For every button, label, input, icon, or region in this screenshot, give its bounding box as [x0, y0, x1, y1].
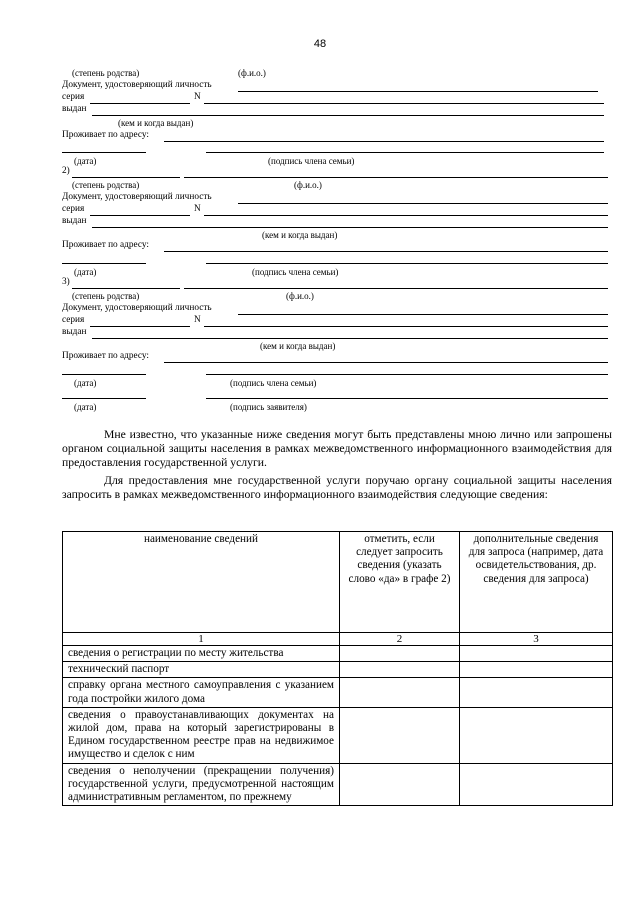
extra-info-cell[interactable]: [460, 646, 613, 662]
mark-cell[interactable]: [340, 646, 460, 662]
table-row: [63, 763, 613, 806]
address-field[interactable]: [164, 362, 608, 363]
date-field[interactable]: [62, 374, 146, 375]
document-field[interactable]: [238, 314, 608, 315]
item-number-2: 2): [62, 166, 70, 176]
number-label: N: [194, 92, 201, 102]
column-number: 2: [340, 633, 460, 646]
paragraph-text: Для предоставления мне государственной услуги поручаю органу социальной защиты населения запросить в рамках межведомственного информационного взаимодействия следующие сведения:: [62, 474, 612, 501]
number-field[interactable]: [204, 326, 608, 327]
issued-field[interactable]: [92, 115, 604, 116]
header-cell: отметить, если следует запросить сведения (указать слово «да» в графе 2): [340, 532, 460, 633]
extra-info-cell[interactable]: [460, 678, 613, 707]
member-signature-field[interactable]: [206, 263, 608, 264]
issued-label: выдан: [62, 327, 87, 337]
member-signature-caption: (подпись члена семьи): [252, 267, 339, 277]
member-signature-field[interactable]: [206, 152, 604, 153]
fio-caption: (ф.и.о.): [238, 68, 266, 78]
column-number: 3: [460, 633, 613, 646]
degree-field[interactable]: [72, 288, 180, 289]
number-label: N: [194, 204, 201, 214]
degree-caption: (степень родства): [72, 68, 140, 78]
applicant-signature-caption: (подпись заявителя): [230, 402, 307, 412]
consent-paragraph: [62, 428, 612, 470]
mark-cell[interactable]: [340, 662, 460, 678]
series-label: серия: [62, 92, 85, 102]
series-field[interactable]: [90, 215, 190, 216]
info-name-cell: сведения о правоустанавливающих документах на жилой дом, права на который зарегистрированы в Едином государственном реестре прав на недвижимое имущество и сделок с ним: [63, 707, 340, 763]
paragraph-text: Мне известно, что указанные ниже сведения могут быть представлены мною лично или запрошены органом социальной защиты населения в рамках межведомственного информационного взаимодействия для предоставления государственной услуги.: [62, 428, 612, 469]
column-number: 1: [63, 633, 340, 646]
mark-cell[interactable]: [340, 763, 460, 806]
member-signature-caption: (подпись члена семьи): [230, 378, 317, 388]
date-caption: (дата): [74, 378, 97, 388]
address-label: Проживает по адресу:: [62, 240, 150, 250]
fio-caption: (ф.и.о.): [294, 180, 322, 190]
address-label: Проживает по адресу:: [62, 130, 150, 140]
issued-caption: (кем и когда выдан): [260, 341, 336, 351]
document-field[interactable]: [238, 203, 608, 204]
series-field[interactable]: [90, 326, 190, 327]
header-cell: дополнительные сведения для запроса (например, дата освидетельствования, др. сведения для запроса): [460, 532, 613, 633]
mark-cell[interactable]: [340, 707, 460, 763]
fio-caption: (ф.и.о.): [286, 291, 314, 301]
date-caption: (дата): [74, 156, 97, 166]
table-row: [63, 662, 613, 678]
date-field[interactable]: [62, 263, 146, 264]
information-request-table: [62, 531, 613, 806]
member-signature-field[interactable]: [206, 374, 608, 375]
extra-info-cell[interactable]: [460, 763, 613, 806]
info-name-cell: справку органа местного самоуправления с указанием года постройки жилого дома: [63, 678, 340, 707]
address-label: Проживает по адресу:: [62, 351, 150, 361]
degree-field[interactable]: [72, 177, 180, 178]
table-header-row: [63, 532, 613, 633]
info-name-cell: технический паспорт: [63, 662, 340, 678]
issued-caption: (кем и когда выдан): [118, 118, 194, 128]
date-caption: (дата): [74, 267, 97, 277]
info-name-cell: сведения о неполучении (прекращении получения) государственной услуги, предусмотренной настоящим административным регламентом, по прежнему: [63, 763, 340, 806]
issued-label: выдан: [62, 216, 87, 226]
issued-caption: (кем и когда выдан): [262, 230, 338, 240]
extra-info-cell[interactable]: [460, 662, 613, 678]
column-number-row: [63, 633, 613, 646]
document-label: Документ, удостоверяющий личность: [62, 80, 212, 90]
mark-cell[interactable]: [340, 678, 460, 707]
issued-label: выдан: [62, 104, 87, 114]
date-caption: (дата): [74, 402, 97, 412]
table-row: [63, 646, 613, 662]
number-field[interactable]: [204, 103, 604, 104]
number-field[interactable]: [204, 215, 608, 216]
table-row: [63, 707, 613, 763]
document-label: Документ, удостоверяющий личность: [62, 303, 212, 313]
address-field[interactable]: [164, 141, 604, 142]
extra-info-cell[interactable]: [460, 707, 613, 763]
address-field[interactable]: [164, 251, 608, 252]
date-field[interactable]: [62, 152, 146, 153]
header-cell: наименование сведений: [63, 532, 340, 633]
table-row: [63, 678, 613, 707]
series-field[interactable]: [90, 103, 190, 104]
info-name-cell: сведения о регистрации по месту жительства: [63, 646, 340, 662]
series-label: серия: [62, 204, 85, 214]
issued-field[interactable]: [92, 338, 608, 339]
document-label: Документ, удостоверяющий личность: [62, 192, 212, 202]
fio-field[interactable]: [184, 177, 608, 178]
item-number-3: 3): [62, 277, 70, 287]
page-number: 48: [313, 38, 327, 50]
member-signature-caption: (подпись члена семьи): [268, 156, 355, 166]
date-field[interactable]: [62, 398, 146, 399]
degree-caption: (степень родства): [72, 291, 140, 301]
fio-field[interactable]: [184, 288, 608, 289]
degree-caption: (степень родства): [72, 180, 140, 190]
applicant-signature-field[interactable]: [206, 398, 608, 399]
document-field[interactable]: [238, 91, 598, 92]
series-label: серия: [62, 315, 85, 325]
request-paragraph: [62, 474, 612, 502]
issued-field[interactable]: [92, 227, 608, 228]
number-label: N: [194, 315, 201, 325]
